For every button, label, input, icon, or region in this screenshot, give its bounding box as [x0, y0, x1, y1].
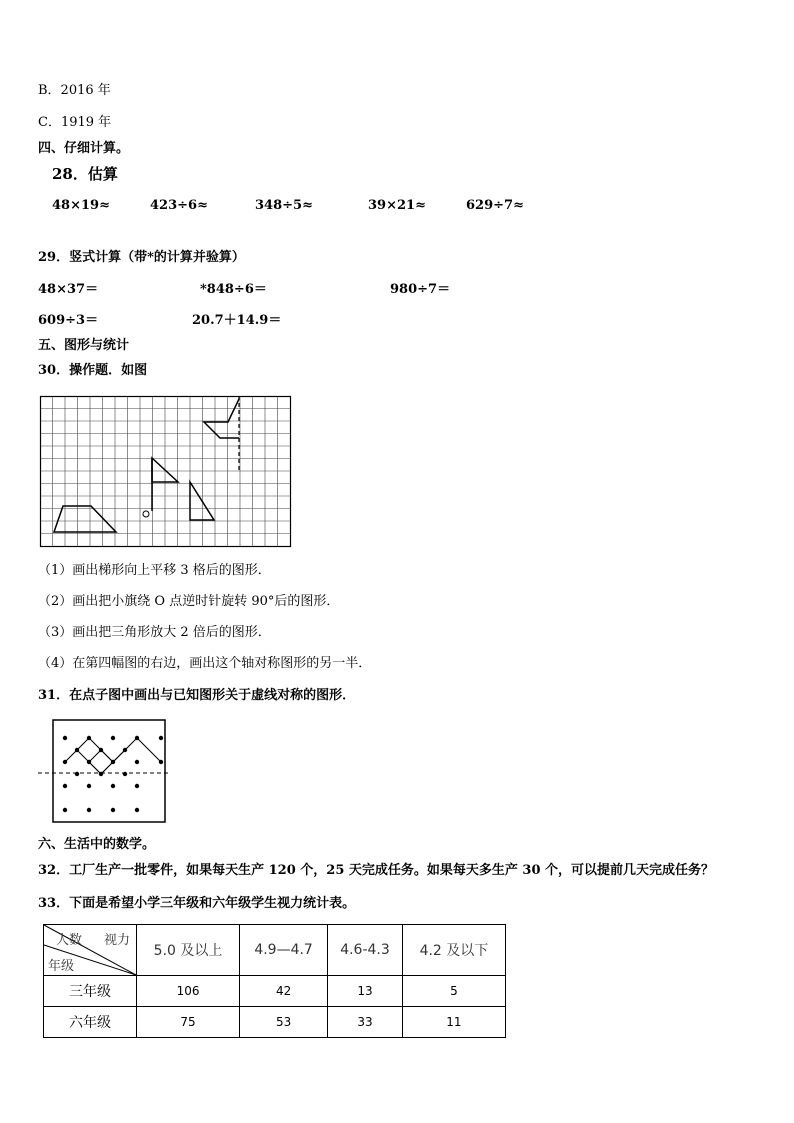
question-31: 31．在点子图中画出与已知图形关于虚线对称的图形． — [38, 688, 356, 703]
estimate-3: 348÷5≈ — [255, 198, 313, 213]
vertical-calc-5: 20.7＋14.9＝ — [192, 313, 282, 328]
vertical-calc-4: 609÷3＝ — [38, 313, 99, 328]
trapezoid-shape — [54, 506, 116, 532]
table-cell: 53 — [240, 1007, 328, 1038]
estimate-5: 629÷7≈ — [466, 198, 524, 213]
option-b: B．2016 年 — [38, 83, 111, 98]
task-4: （4）在第四幅图的右边，画出这个轴对称图形的另一半． — [38, 656, 372, 671]
corner-label-vision: 视力 — [103, 933, 130, 948]
row-label: 六年级 — [44, 1007, 137, 1038]
question-29: 29．竖式计算（带*的计算并验算） — [38, 250, 245, 265]
table-cell: 75 — [137, 1007, 240, 1038]
grid-dot — [111, 736, 115, 740]
vertical-calc-2: *848÷6＝ — [200, 282, 267, 297]
dot-grid-figure — [36, 718, 170, 824]
question-32: 32．工厂生产一批零件，如果每天生产 120 个，25 天完成任务。如果每天多生产 30 个，可以提前几天完成任务？ — [38, 863, 715, 878]
estimate-1: 48×19≈ — [52, 198, 110, 213]
grid-dot — [111, 808, 115, 812]
column-header: 4.2 及以下 — [402, 925, 505, 976]
table-cell: 11 — [402, 1007, 505, 1038]
table-row — [44, 976, 506, 1007]
grid-dot — [63, 784, 67, 788]
grid-dot — [87, 808, 91, 812]
grid-dot — [135, 784, 139, 788]
row-label: 三年级 — [44, 976, 137, 1007]
question-30: 30．操作题．如图 — [38, 363, 148, 378]
option-c: C．1919 年 — [38, 115, 112, 130]
table-cell: 42 — [240, 976, 328, 1007]
column-header: 4.6-4.3 — [328, 925, 403, 976]
corner-label-grade: 年级 — [48, 959, 75, 974]
task-1: （1）画出梯形向上平移 3 格后的图形． — [38, 563, 271, 578]
grid-dot — [123, 772, 127, 776]
grid-dot — [135, 760, 139, 764]
section-4-heading: 四、仔细计算。 — [38, 141, 130, 156]
grid-dot — [159, 736, 163, 740]
table-row — [44, 1007, 506, 1038]
grid-dot — [75, 772, 79, 776]
section-5-heading: 五、图形与统计 — [38, 338, 130, 353]
grid-figure — [40, 396, 292, 548]
grid-dot — [135, 808, 139, 812]
given-diamond — [89, 750, 113, 774]
column-header: 4.9—4.7 — [240, 925, 328, 976]
corner-label-count: 人数 — [56, 933, 83, 948]
table-header-row — [44, 925, 506, 976]
grid-dot — [111, 784, 115, 788]
vertical-calc-1: 48×37＝ — [38, 282, 99, 297]
triangle-shape — [190, 482, 214, 520]
column-header: 5.0 及以上 — [137, 925, 240, 976]
half-symmetric-shape — [204, 399, 239, 438]
given-shape — [65, 738, 161, 762]
vision-statistics-table — [43, 924, 506, 1038]
estimate-4: 39×21≈ — [368, 198, 426, 213]
vertical-calc-3: 980÷7＝ — [390, 282, 451, 297]
section-6-heading: 六、生活中的数学。 — [38, 837, 156, 852]
point-o — [143, 511, 149, 517]
table-cell: 5 — [402, 976, 505, 1007]
task-3: （3）画出把三角形放大 2 倍后的图形． — [38, 625, 271, 640]
grid-dot — [63, 736, 67, 740]
grid-dot — [63, 808, 67, 812]
estimate-2: 423÷6≈ — [150, 198, 208, 213]
table-cell: 13 — [328, 976, 403, 1007]
question-33: 33．下面是希望小学三年级和六年级学生视力统计表。 — [38, 896, 356, 911]
table-cell: 33 — [328, 1007, 403, 1038]
given-shape-inner — [77, 750, 125, 774]
table-corner-cell — [44, 925, 137, 976]
table-cell: 106 — [137, 976, 240, 1007]
task-2: （2）画出把小旗绕 O 点逆时针旋转 90°后的图形． — [38, 594, 340, 609]
grid-dot — [87, 784, 91, 788]
question-28: 28．估算 — [52, 165, 118, 183]
